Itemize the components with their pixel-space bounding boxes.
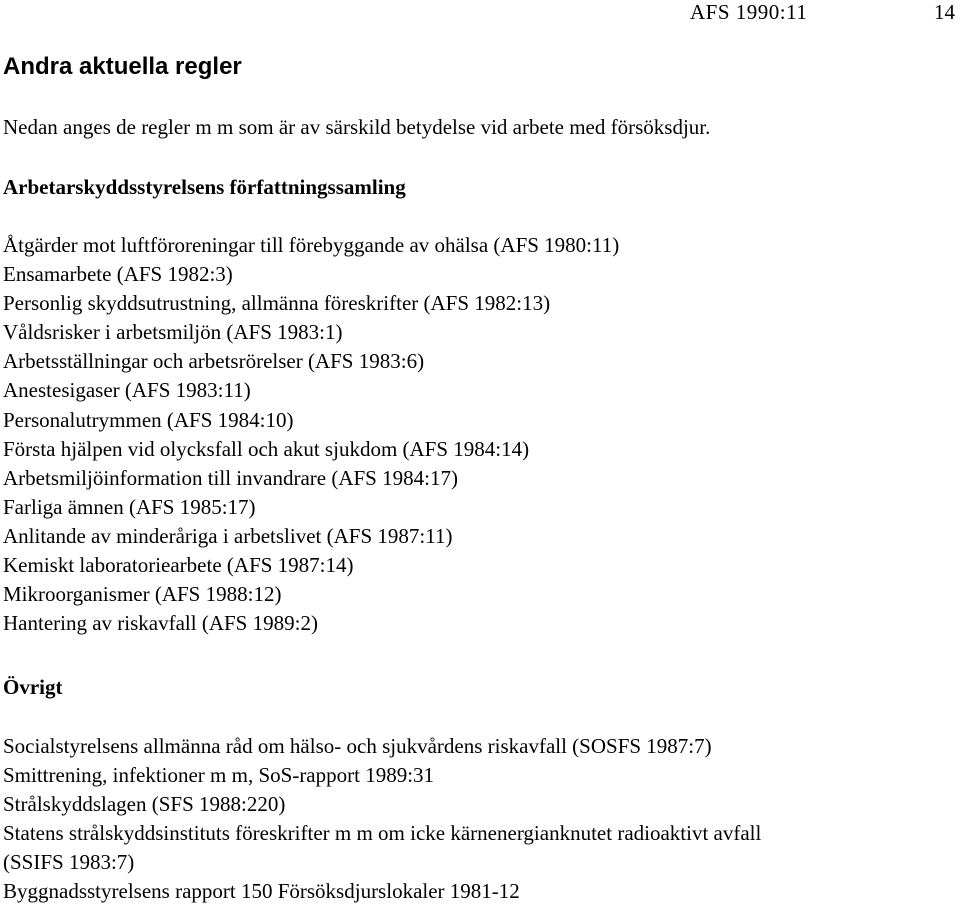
list-item: Kemiskt laboratoriearbete (AFS 1987:14) [3, 553, 354, 578]
list-item: Åtgärder mot luftföroreningar till förebyggande av ohälsa (AFS 1980:11) [3, 233, 620, 257]
intro-paragraph: Nedan anges de regler m m som är av särskild betydelse vid arbete med försöksdjur. [3, 115, 711, 139]
document-reference: AFS 1990:11 [690, 0, 808, 24]
list-item: Mikroorganismer (AFS 1988:12) [3, 582, 282, 607]
regulation-list-other [3, 732, 761, 907]
list-item: Anestesigaser (AFS 1983:11) [3, 378, 251, 403]
list-item: Strålskyddslagen (SFS 1988:220) [3, 792, 286, 817]
list-item: Statens strålskyddsinstituts föreskrifter m m om icke kärnenergianknutet radioaktivt avfall [3, 821, 762, 846]
list-item: Våldsrisker i arbetsmiljön (AFS 1983:1) [3, 320, 343, 345]
section-heading-afs: Arbetarskyddsstyrelsens författningssamling [3, 175, 406, 199]
list-item: Farliga ämnen (AFS 1985:17) [3, 494, 256, 519]
list-item: (SSIFS 1983:7) [3, 850, 135, 875]
list-item: Personlig skyddsutrustning, allmänna föreskrifter (AFS 1982:13) [3, 291, 551, 316]
list-item: Anlitande av minderåriga i arbetslivet (AFS 1987:11) [3, 523, 453, 548]
list-item: Arbetsställningar och arbetsrörelser (AFS 1983:6) [3, 349, 425, 374]
list-item: Arbetsmiljöinformation till invandrare (AFS 1984:17) [3, 465, 458, 490]
page-number: 14 [934, 0, 955, 24]
list-item: Smittrening, infektioner m m, SoS-rapport 1989:31 [3, 763, 435, 788]
list-item: Hantering av riskavfall (AFS 1989:2) [3, 611, 318, 636]
section-heading-other: Övrigt [3, 675, 63, 699]
list-item: Ensamarbete (AFS 1982:3) [3, 262, 233, 287]
list-item: Första hjälpen vid olycksfall och akut sjukdom (AFS 1984:14) [3, 436, 530, 461]
list-item: Socialstyrelsens allmänna råd om hälso- och sjukvårdens riskavfall (SOSFS 1987:7) [3, 734, 712, 758]
list-item: Byggnadsstyrelsens rapport 150 Försöksdjurslokaler 1981-12 [3, 879, 520, 904]
regulation-list-afs [3, 231, 619, 638]
page-title: Andra aktuella regler [3, 53, 242, 80]
list-item: Personalutrymmen (AFS 1984:10) [3, 407, 294, 432]
